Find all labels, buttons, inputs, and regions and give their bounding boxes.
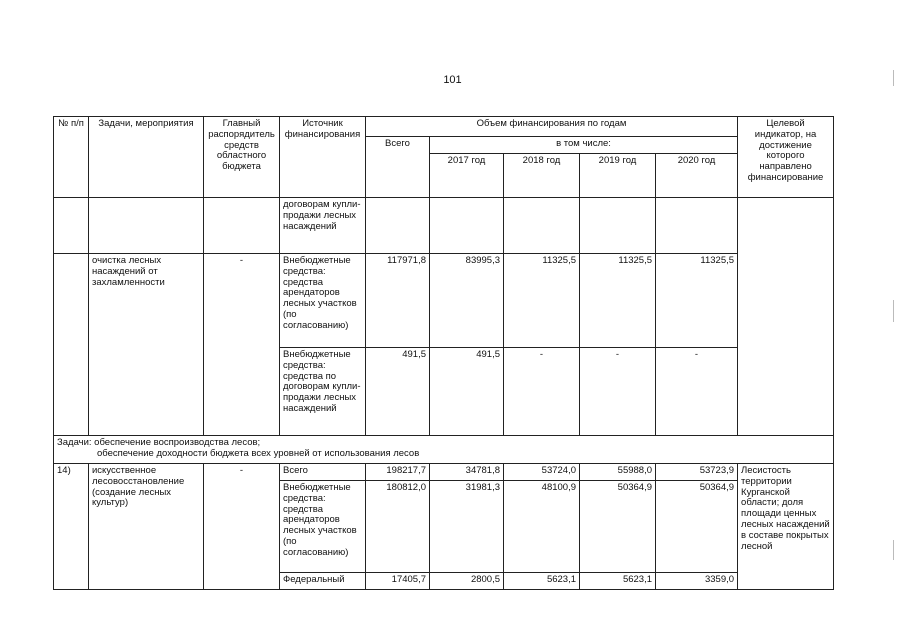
scan-edge-mark [893, 300, 894, 322]
cell-2017: 83995,3 [430, 254, 504, 348]
header-indicator: Целевой индикатор, на достижение которого направлено финансирование [738, 117, 834, 198]
tasks-cell [54, 436, 834, 464]
cell-2020 [656, 198, 738, 254]
cell-source: Внебюджетные средства: средства по договорам купли-продажи лесных насаждений [280, 348, 366, 436]
cell-2018: 5623,1 [504, 573, 580, 590]
cell-2017: 491,5 [430, 348, 504, 436]
tasks-line-1: Задачи: обеспечение воспроизводства лесов; [57, 437, 261, 448]
cell-2019 [580, 198, 656, 254]
cell-2020: 3359,0 [656, 573, 738, 590]
cell-total: 198217,7 [366, 464, 430, 481]
cell-2018: 48100,9 [504, 481, 580, 573]
cell-2017 [430, 198, 504, 254]
cell-2019: 55988,0 [580, 464, 656, 481]
header-num: № п/п [54, 117, 89, 198]
tasks-line-2: обеспечение доходности бюджета всех уровней от использования лесов [97, 447, 420, 459]
cell-2018 [504, 198, 580, 254]
cell-2019: - [580, 348, 656, 436]
cell-source: Внебюджетные средства: средства арендаторов лесных участков (по согласованию) [280, 481, 366, 573]
cell-2019: 5623,1 [580, 573, 656, 590]
cell-task: очистка лесных насаждений от захламленности [89, 254, 204, 436]
cell-2020: 50364,9 [656, 481, 738, 573]
cell-manager [204, 198, 280, 254]
header-volume: Объем финансирования по годам [366, 117, 738, 137]
cell-num [54, 254, 89, 436]
table-row [54, 464, 834, 481]
cell-indicator: Лесистость территории Курганской области; доля площади ценных лесных насаждений в составе покрытых лесной [738, 464, 834, 590]
cell-2018: 53724,0 [504, 464, 580, 481]
scan-edge-mark [893, 70, 894, 86]
table-row [54, 254, 834, 348]
cell-source: Внебюджетные средства: средства арендаторов лесных участков (по согласованию) [280, 254, 366, 348]
header-total: Всего [366, 137, 430, 198]
cell-manager: - [204, 254, 280, 436]
header-source: Источник финансирования [280, 117, 366, 198]
cell-task: искусственное лесовосстановление (создание лесных культур) [89, 464, 204, 590]
cell-2019: 50364,9 [580, 481, 656, 573]
cell-source: договорам купли-продажи лесных насаждений [280, 198, 366, 254]
cell-2020: 11325,5 [656, 254, 738, 348]
cell-source: Всего [280, 464, 366, 481]
cell-total [366, 198, 430, 254]
cell-2017: 2800,5 [430, 573, 504, 590]
scan-edge-mark [893, 540, 894, 560]
cell-2019: 11325,5 [580, 254, 656, 348]
cell-2017: 34781,8 [430, 464, 504, 481]
cell-total: 180812,0 [366, 481, 430, 573]
cell-total: 117971,8 [366, 254, 430, 348]
cell-2018: - [504, 348, 580, 436]
header-2019: 2019 год [580, 154, 656, 198]
cell-source: Федеральный [280, 573, 366, 590]
cell-2017: 31981,3 [430, 481, 504, 573]
header-row-1 [54, 117, 834, 137]
tasks-row [54, 436, 834, 464]
cell-2018: 11325,5 [504, 254, 580, 348]
cell-manager: - [204, 464, 280, 590]
header-including: в том числе: [430, 137, 738, 154]
header-tasks: Задачи, мероприятия [89, 117, 204, 198]
header-manager: Главный распорядитель средств областного бюджета [204, 117, 280, 198]
cell-total: 491,5 [366, 348, 430, 436]
table-row [54, 198, 834, 254]
cell-indicator [738, 198, 834, 436]
header-2020: 2020 год [656, 154, 738, 198]
financing-table [53, 116, 834, 590]
header-2018: 2018 год [504, 154, 580, 198]
cell-task [89, 198, 204, 254]
cell-num: 14) [54, 464, 89, 590]
header-2017: 2017 год [430, 154, 504, 198]
cell-total: 17405,7 [366, 573, 430, 590]
cell-2020: 53723,9 [656, 464, 738, 481]
cell-num [54, 198, 89, 254]
page-number: 101 [443, 74, 462, 86]
cell-2020: - [656, 348, 738, 436]
